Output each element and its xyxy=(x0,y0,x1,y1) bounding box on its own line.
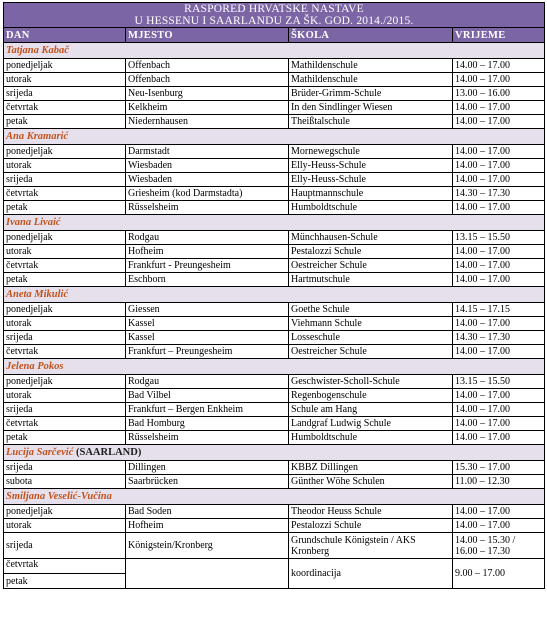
last-group xyxy=(4,489,545,589)
cell-dan: srijeda xyxy=(4,403,126,417)
teacher-name-cell xyxy=(4,445,545,461)
cell-skola: Mathildenschule xyxy=(289,59,453,73)
table-row xyxy=(4,101,545,115)
title-row xyxy=(4,3,545,28)
cell-dan: srijeda xyxy=(4,87,126,101)
cell-skola-line-2: Kronberg xyxy=(291,545,330,557)
teacher-name-cell xyxy=(4,215,545,231)
cell-dan: utorak xyxy=(4,519,126,533)
cell-mjesto: Wiesbaden xyxy=(126,173,289,187)
cell-mjesto: Rodgau xyxy=(126,231,289,245)
table-row xyxy=(4,417,545,431)
cell-vrijeme: 14.00 – 17.00 xyxy=(453,389,545,403)
cell-skola: Hartmutschule xyxy=(289,273,453,287)
table-row xyxy=(4,159,545,173)
cell-skola: Oestreicher Schule xyxy=(289,259,453,273)
cell-dan: utorak xyxy=(4,159,126,173)
cell-mjesto: Bad Homburg xyxy=(126,417,289,431)
cell-dan: četvrtak xyxy=(4,559,126,574)
table-title xyxy=(4,3,545,28)
cell-vrijeme: 14.00 – 17.00 xyxy=(453,115,545,129)
cell-mjesto: Saarbrücken xyxy=(126,475,289,489)
cell-mjesto: Offenbach xyxy=(126,59,289,73)
teacher-name-cell xyxy=(4,43,545,59)
table-row xyxy=(4,431,545,445)
cell-dan: petak xyxy=(4,115,126,129)
cell-mjesto: Rodgau xyxy=(126,375,289,389)
table-row xyxy=(4,201,545,215)
cell-skola: Humboldtschule xyxy=(289,431,453,445)
teacher-row xyxy=(4,43,545,59)
cell-vrijeme: 14.30 – 17.30 xyxy=(453,331,545,345)
teacher-name-cell xyxy=(4,359,545,375)
schedule-document xyxy=(3,2,544,589)
cell-dan: ponedjeljak xyxy=(4,145,126,159)
teacher-name: Ivana Livaić xyxy=(6,217,61,228)
cell-skola: Losseschule xyxy=(289,331,453,345)
cell-vrijeme xyxy=(453,533,545,559)
cell-mjesto: Kassel xyxy=(126,317,289,331)
teacher-name: Jelena Pokos xyxy=(6,361,64,372)
cell-vrijeme: 14.00 – 17.00 xyxy=(453,159,545,173)
cell-skola: Viehmann Schule xyxy=(289,317,453,331)
cell-skola: Regenbogenschule xyxy=(289,389,453,403)
cell-dan: subota xyxy=(4,475,126,489)
table-row xyxy=(4,475,545,489)
cell-skola: Hauptmannschule xyxy=(289,187,453,201)
cell-mjesto: Griesheim (kod Darmstadta) xyxy=(126,187,289,201)
cell-mjesto: Hofheim xyxy=(126,245,289,259)
table-row xyxy=(4,231,545,245)
table-row xyxy=(4,403,545,417)
cell-vrijeme: 14.00 – 17.00 xyxy=(453,345,545,359)
cell-dan: petak xyxy=(4,574,126,589)
cell-dan: srijeda xyxy=(4,461,126,475)
cell-skola: In den Sindlinger Wiesen xyxy=(289,101,453,115)
cell-vrijeme: 14.00 – 17.00 xyxy=(453,417,545,431)
cell-mjesto: Giessen xyxy=(126,303,289,317)
teacher-row xyxy=(4,359,545,375)
table-row xyxy=(4,559,545,574)
cell-vrijeme: 14.00 – 17.00 xyxy=(453,505,545,519)
cell-vrijeme: 14.15 – 17.15 xyxy=(453,303,545,317)
cell-vrijeme: 13.00 – 16.00 xyxy=(453,87,545,101)
teacher-name: Ana Kramarić xyxy=(6,131,69,142)
cell-skola: Günther Wöhe Schulen xyxy=(289,475,453,489)
cell-dan: srijeda xyxy=(4,173,126,187)
cell-skola-line-1: Grundschule Königstein / AKS xyxy=(291,534,416,546)
cell-vrijeme: 14.00 – 17.00 xyxy=(453,403,545,417)
table-row xyxy=(4,87,545,101)
cell-dan: utorak xyxy=(4,73,126,87)
table-row xyxy=(4,115,545,129)
cell-dan: ponedjeljak xyxy=(4,303,126,317)
cell-vrijeme: 11.00 – 12.30 xyxy=(453,475,545,489)
cell-mjesto: Dillingen xyxy=(126,461,289,475)
table-row xyxy=(4,317,545,331)
title-line-2: U HESSENU I SAARLANDU ZA ŠK. GOD. 2014./2015. xyxy=(134,15,414,27)
cell-skola: Pestalozzi Schule xyxy=(289,245,453,259)
cell-skola: koordinacija xyxy=(289,559,453,589)
table-row xyxy=(4,187,545,201)
cell-skola: Oestreicher Schule xyxy=(289,345,453,359)
cell-mjesto: Rüsselsheim xyxy=(126,201,289,215)
table-row xyxy=(4,533,545,559)
teacher-name-cell xyxy=(4,129,545,145)
cell-vrijeme: 14.00 – 17.00 xyxy=(453,245,545,259)
header-mjesto: MJESTO xyxy=(126,28,289,43)
cell-dan: četvrtak xyxy=(4,101,126,115)
cell-skola: Elly-Heuss-Schule xyxy=(289,173,453,187)
teacher-name: Smiljana Veselić-Vučina xyxy=(4,489,545,505)
table-row xyxy=(4,259,545,273)
cell-dan: četvrtak xyxy=(4,187,126,201)
cell-skola: Brüder-Grimm-Schule xyxy=(289,87,453,101)
cell-skola: Elly-Heuss-Schule xyxy=(289,159,453,173)
cell-mjesto: Frankfurt – Preungesheim xyxy=(126,345,289,359)
cell-dan: četvrtak xyxy=(4,259,126,273)
cell-dan: srijeda xyxy=(4,331,126,345)
cell-mjesto: Rüsselsheim xyxy=(126,431,289,445)
cell-mjesto-empty xyxy=(126,559,289,589)
cell-skola: KBBZ Dillingen xyxy=(289,461,453,475)
teacher-name: Aneta Mikulić xyxy=(6,289,69,300)
teacher-row xyxy=(4,215,545,231)
cell-vrijeme: 14.00 – 17.00 xyxy=(453,59,545,73)
teacher-region: (SAARLAND) xyxy=(73,447,142,458)
table-row xyxy=(4,245,545,259)
cell-mjesto: Niedernhausen xyxy=(126,115,289,129)
header-skola: ŠKOLA xyxy=(289,28,453,43)
teacher-name: Tatjana Kabač xyxy=(6,45,69,56)
cell-mjesto: Wiesbaden xyxy=(126,159,289,173)
cell-vrijeme: 14.00 – 17.00 xyxy=(453,73,545,87)
cell-vrijeme: 13.15 – 15.50 xyxy=(453,375,545,389)
cell-skola: Geschwister-Scholl-Schule xyxy=(289,375,453,389)
table-row xyxy=(4,519,545,533)
schedule-table xyxy=(3,2,545,589)
cell-skola: Mathildenschule xyxy=(289,73,453,87)
cell-mjesto: Neu-Isenburg xyxy=(126,87,289,101)
cell-vrijeme: 13.15 – 15.50 xyxy=(453,231,545,245)
cell-dan: utorak xyxy=(4,317,126,331)
cell-vrijeme: 14.00 – 17.00 xyxy=(453,273,545,287)
teacher-row xyxy=(4,287,545,303)
cell-mjesto: Frankfurt – Bergen Enkheim xyxy=(126,403,289,417)
header-dan: DAN xyxy=(4,28,126,43)
cell-skola: Goethe Schule xyxy=(289,303,453,317)
table-row xyxy=(4,59,545,73)
cell-vrijeme: 14.00 – 17.00 xyxy=(453,519,545,533)
cell-skola: Mornewegschule xyxy=(289,145,453,159)
table-row xyxy=(4,331,545,345)
cell-dan: srijeda xyxy=(4,533,126,559)
cell-skola: Theißtalschule xyxy=(289,115,453,129)
teacher-row xyxy=(4,489,545,505)
table-row xyxy=(4,173,545,187)
cell-skola: Münchhausen-Schule xyxy=(289,231,453,245)
table-row xyxy=(4,273,545,287)
cell-skola: Humboldtschule xyxy=(289,201,453,215)
title-line-1: RASPORED HRVATSKE NASTAVE xyxy=(184,3,364,15)
teacher-row xyxy=(4,445,545,461)
header-vrijeme: VRIJEME xyxy=(453,28,545,43)
cell-mjesto: Kelkheim xyxy=(126,101,289,115)
cell-vrijeme: 14.00 – 17.00 xyxy=(453,173,545,187)
cell-skola: Landgraf Ludwig Schule xyxy=(289,417,453,431)
table-row xyxy=(4,145,545,159)
cell-dan: ponedjeljak xyxy=(4,505,126,519)
cell-dan: ponedjeljak xyxy=(4,375,126,389)
cell-vrijeme-line-1: 14.00 – 15.30 / xyxy=(455,534,516,546)
column-header-row xyxy=(4,28,545,43)
cell-skola: Pestalozzi Schule xyxy=(289,519,453,533)
table-row xyxy=(4,461,545,475)
cell-dan: ponedjeljak xyxy=(4,231,126,245)
cell-mjesto: Hofheim xyxy=(126,519,289,533)
table-row xyxy=(4,73,545,87)
cell-mjesto: Frankfurt - Preungesheim xyxy=(126,259,289,273)
table-row xyxy=(4,345,545,359)
cell-mjesto: Darmstadt xyxy=(126,145,289,159)
cell-vrijeme: 14.00 – 17.00 xyxy=(453,431,545,445)
table-row xyxy=(4,303,545,317)
schedule-body xyxy=(4,43,545,489)
teacher-row xyxy=(4,129,545,145)
cell-vrijeme: 14.00 – 17.00 xyxy=(453,145,545,159)
table-row xyxy=(4,389,545,403)
cell-skola: Schule am Hang xyxy=(289,403,453,417)
cell-mjesto: Eschborn xyxy=(126,273,289,287)
cell-dan: četvrtak xyxy=(4,345,126,359)
cell-vrijeme: 15.30 – 17.00 xyxy=(453,461,545,475)
teacher-name: Lucija Sarčević xyxy=(6,447,74,458)
cell-vrijeme: 14.00 – 17.00 xyxy=(453,101,545,115)
cell-skola xyxy=(289,533,453,559)
cell-dan: utorak xyxy=(4,245,126,259)
cell-vrijeme-line-2: 16.00 – 17.30 xyxy=(455,545,510,557)
cell-mjesto: Offenbach xyxy=(126,73,289,87)
cell-vrijeme: 9.00 – 17.00 xyxy=(453,559,545,589)
cell-mjesto: Königstein/Kronberg xyxy=(126,533,289,559)
cell-dan: petak xyxy=(4,431,126,445)
cell-mjesto: Bad Vilbel xyxy=(126,389,289,403)
cell-skola: Theodor Heuss Schule xyxy=(289,505,453,519)
cell-vrijeme: 14.30 – 17.30 xyxy=(453,187,545,201)
cell-vrijeme: 14.00 – 17.00 xyxy=(453,317,545,331)
cell-vrijeme: 14.00 – 17.00 xyxy=(453,201,545,215)
teacher-name-cell xyxy=(4,287,545,303)
cell-vrijeme: 14.00 – 17.00 xyxy=(453,259,545,273)
table-row xyxy=(4,505,545,519)
cell-dan: utorak xyxy=(4,389,126,403)
cell-dan: četvrtak xyxy=(4,417,126,431)
cell-mjesto: Bad Soden xyxy=(126,505,289,519)
cell-mjesto: Kassel xyxy=(126,331,289,345)
table-row xyxy=(4,375,545,389)
cell-dan: ponedjeljak xyxy=(4,59,126,73)
cell-dan: petak xyxy=(4,273,126,287)
cell-dan: petak xyxy=(4,201,126,215)
